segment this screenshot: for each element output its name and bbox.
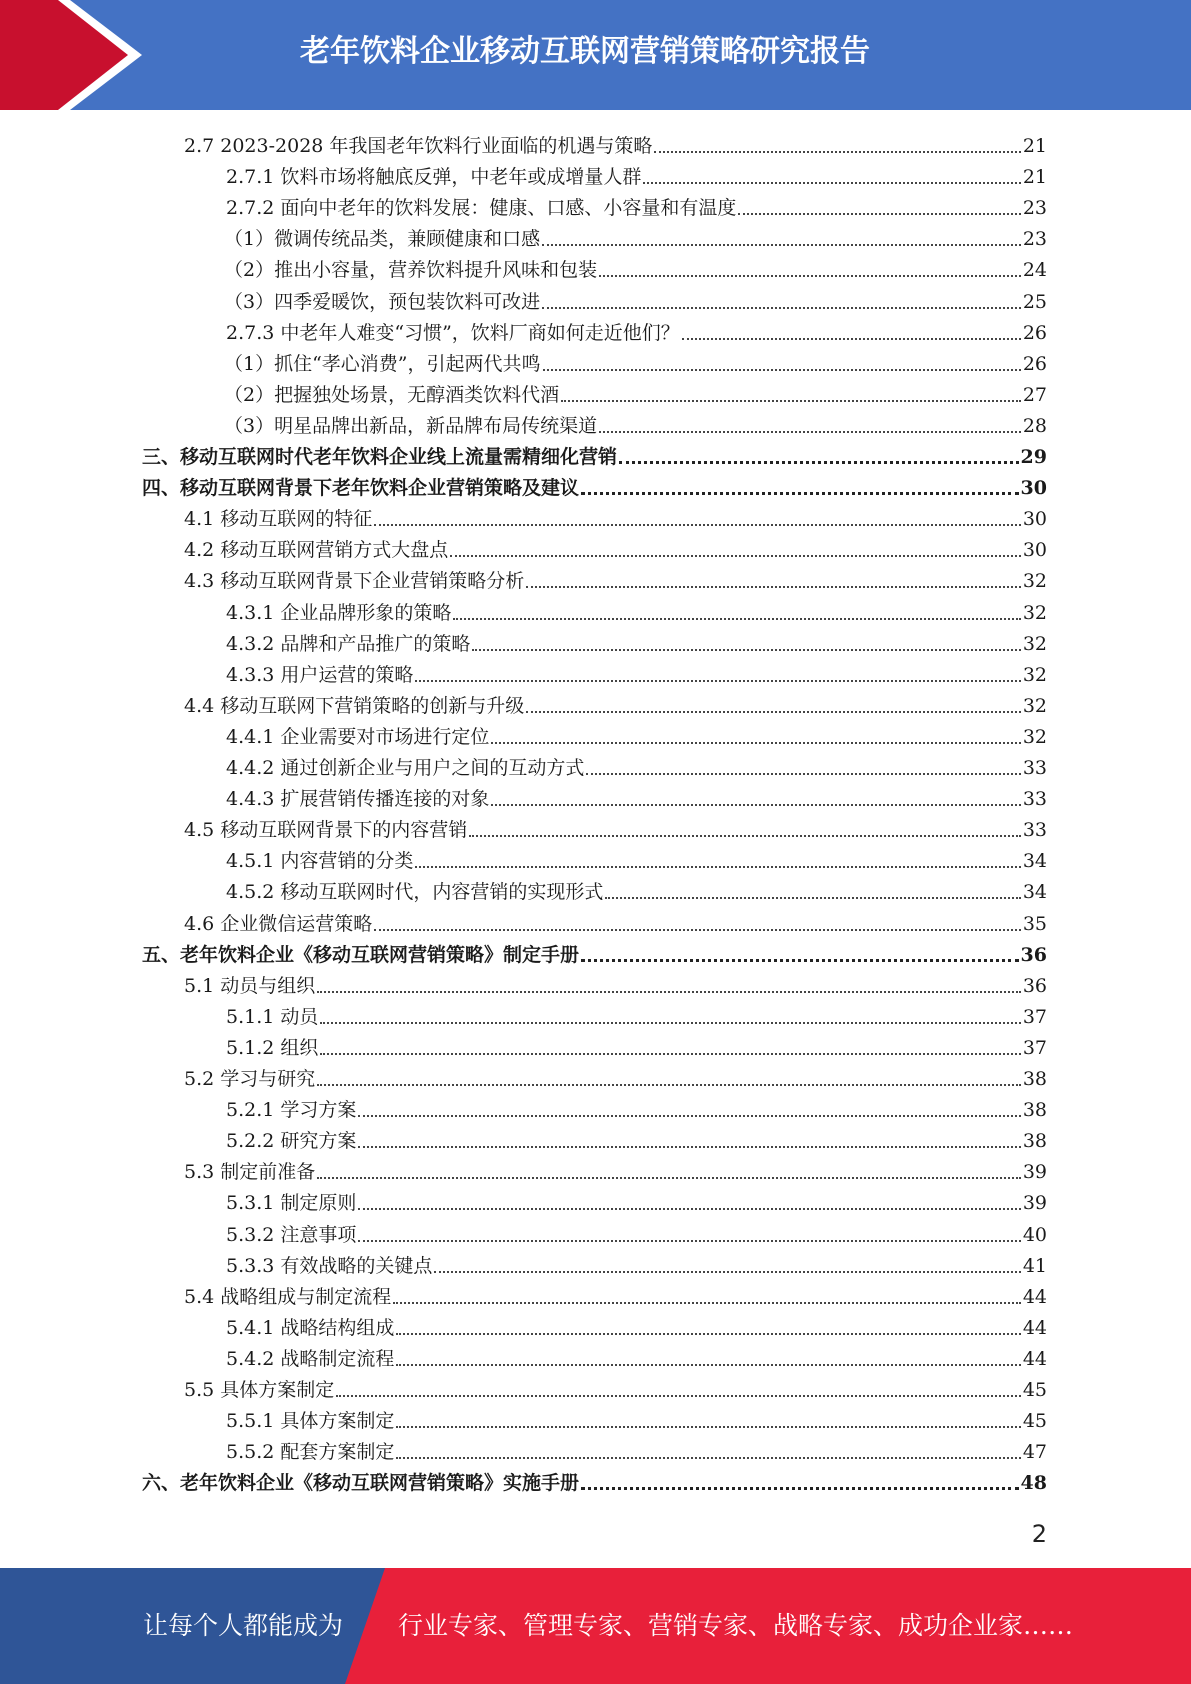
toc-leader-dots	[393, 1302, 1021, 1304]
footer-slogan-left: 让每个人都能成为	[143, 1611, 344, 1640]
toc-entry-label: 4.4 移动互联网下营销策略的创新与升级	[184, 694, 525, 717]
toc-entry[interactable]	[184, 128, 1047, 159]
toc-entry[interactable]	[226, 781, 1047, 812]
toc-entry-label: 四、移动互联网背景下老年饮料企业营销策略及建议	[142, 477, 580, 500]
toc-leader-dots	[682, 338, 1021, 340]
toc-entry[interactable]	[226, 1341, 1047, 1372]
toc-leader-dots	[396, 1426, 1020, 1428]
toc-entry-label: 4.3.2 品牌和产品推广的策略	[226, 632, 471, 655]
toc-entry[interactable]	[184, 563, 1047, 594]
toc-entry-label: 5.5.2 配套方案制定	[226, 1441, 395, 1464]
toc-entry[interactable]	[224, 221, 1047, 252]
toc-leader-dots	[581, 959, 1019, 962]
toc-entry-label: （2）把握独处场景，无醇酒类饮料代酒	[224, 383, 560, 406]
toc-entry-page: 21	[1022, 166, 1047, 189]
toc-entry[interactable]	[184, 1372, 1047, 1403]
toc-entry[interactable]	[226, 159, 1047, 190]
toc-leader-dots	[654, 151, 1020, 153]
toc-entry-page: 32	[1022, 663, 1047, 686]
toc-leader-dots	[469, 835, 1021, 837]
toc-leader-dots	[619, 461, 1019, 464]
toc-entry[interactable]	[142, 937, 1047, 968]
toc-leader-dots	[586, 773, 1020, 775]
toc-entry-page: 23	[1022, 197, 1047, 220]
toc-entry-page: 37	[1022, 1036, 1047, 1059]
toc-entry-page: 41	[1022, 1254, 1047, 1277]
toc-entry[interactable]	[226, 626, 1047, 657]
toc-entry-page: 28	[1022, 414, 1047, 437]
toc-leader-dots	[374, 929, 1021, 931]
toc-leader-dots	[491, 804, 1020, 806]
toc-entry-page: 21	[1022, 135, 1047, 157]
toc-entry-page: 33	[1022, 757, 1047, 779]
toc-leader-dots	[453, 618, 1020, 620]
toc-leader-dots	[358, 1115, 1020, 1117]
toc-entry-page: 30	[1022, 508, 1047, 531]
toc-entry[interactable]	[226, 1434, 1047, 1465]
toc-entry-page: 26	[1022, 352, 1047, 375]
toc-entry[interactable]	[226, 657, 1047, 688]
toc-entry-page: 44	[1022, 1316, 1047, 1339]
toc-entry-label: 三、移动互联网时代老年饮料企业线上流量需精细化营销	[142, 446, 618, 468]
toc-entry[interactable]	[226, 190, 1047, 221]
toc-leader-dots	[396, 1333, 1020, 1335]
toc-entry-label: 5.4.1 战略结构组成	[226, 1316, 395, 1339]
toc-entry-label: 5.3.1 制定原则	[226, 1192, 357, 1215]
toc-leader-dots	[526, 586, 1021, 588]
toc-leader-dots	[605, 897, 1020, 899]
page-number: 2	[1031, 1520, 1047, 1548]
toc-entry-label: 5.3 制定前准备	[184, 1161, 316, 1184]
toc-entry[interactable]	[224, 284, 1047, 315]
toc-entry-page: 34	[1022, 881, 1047, 904]
toc-leader-dots	[320, 1053, 1020, 1055]
toc-entry-page: 33	[1022, 788, 1047, 811]
toc-entry-label: 5.5 具体方案制定	[184, 1379, 335, 1401]
page-header	[0, 0, 1191, 110]
toc-entry-label: 4.5.2 移动互联网时代，内容营销的实现形式	[226, 881, 604, 904]
toc-leader-dots	[374, 524, 1021, 526]
report-title: 老年饮料企业移动互联网营销策略研究报告	[300, 34, 870, 69]
toc-entry-label: 2.7.2 面向中老年的饮料发展：健康、口感、小容量和有温度	[226, 197, 737, 220]
toc-entry-page: 25	[1022, 290, 1047, 313]
toc-entry[interactable]	[226, 1092, 1047, 1123]
page-footer	[0, 1568, 1191, 1684]
toc-entry-label: 4.6 企业微信运营策略	[184, 912, 373, 935]
toc-entry-page: 32	[1022, 632, 1047, 655]
toc-entry[interactable]	[184, 968, 1047, 999]
toc-entry-page: 32	[1022, 725, 1047, 748]
toc-entry-label: 六、老年饮料企业《移动互联网营销策略》实施手册	[142, 1472, 580, 1495]
toc-leader-dots	[358, 1240, 1020, 1242]
toc-leader-dots	[542, 244, 1021, 246]
toc-entry[interactable]	[184, 1154, 1047, 1185]
toc-entry[interactable]	[226, 1310, 1047, 1341]
toc-entry[interactable]	[184, 1061, 1047, 1092]
toc-entry[interactable]	[142, 470, 1047, 501]
toc-entry-page: 36	[1022, 974, 1047, 997]
toc-leader-dots	[599, 431, 1021, 433]
toc-entry-page: 38	[1022, 1068, 1047, 1090]
toc-entry-label: 5.2 学习与研究	[184, 1068, 316, 1090]
toc-entry[interactable]	[224, 377, 1047, 408]
toc-leader-dots	[643, 182, 1020, 184]
toc-entry-label: （2）推出小容量，营养饮料提升风味和包装	[224, 259, 598, 282]
toc-leader-dots	[317, 1177, 1021, 1179]
toc-entry[interactable]	[226, 874, 1047, 905]
toc-entry-label: 4.4.1 企业需要对市场进行定位	[226, 725, 490, 748]
toc-leader-dots	[543, 369, 1021, 371]
toc-entry-page: 40	[1022, 1223, 1047, 1246]
toc-entry-label: 5.4.2 战略制定流程	[226, 1347, 395, 1370]
toc-leader-dots	[581, 1487, 1019, 1490]
toc-entry-label: 5.2.1 学习方案	[226, 1099, 357, 1122]
toc-leader-dots	[491, 742, 1020, 744]
toc-entry[interactable]	[184, 688, 1047, 719]
toc-entry-label: 2.7.3 中老年人难变“习惯”，饮料厂商如何走近他们？	[226, 321, 680, 344]
toc-entry-page: 37	[1022, 1005, 1047, 1028]
toc-entry-label: 5.1 动员与组织	[184, 974, 316, 997]
toc-entry-label: 4.1 移动互联网的特征	[184, 508, 373, 531]
toc-leader-dots	[472, 649, 1020, 651]
toc-entry-page: 48	[1020, 1472, 1047, 1495]
toc-entry[interactable]	[226, 750, 1047, 781]
toc-entry-label: 4.4.3 扩展营销传播连接的对象	[226, 788, 490, 811]
toc-entry-label: （3）明星品牌出新品，新品牌布局传统渠道	[224, 414, 598, 437]
toc-entry-page: 38	[1022, 1099, 1047, 1122]
toc-entry-page: 44	[1022, 1347, 1047, 1370]
toc-entry[interactable]	[226, 1403, 1047, 1434]
toc-entry[interactable]	[226, 843, 1047, 874]
toc-entry[interactable]	[226, 1185, 1047, 1216]
toc-entry-label: （1）微调传统品类，兼顾健康和口感	[224, 228, 541, 251]
toc-entry-label: 4.2 移动互联网营销方式大盘点	[184, 539, 449, 562]
toc-leader-dots	[358, 1146, 1020, 1148]
toc-entry-label: 5.3.3 有效战略的关键点	[226, 1254, 433, 1277]
toc-entry-page: 24	[1022, 259, 1047, 282]
toc-entry-label: 4.5.1 内容营销的分类	[226, 850, 414, 873]
toc-entry-page: 47	[1022, 1441, 1047, 1464]
toc-leader-dots	[599, 275, 1021, 277]
toc-entry-page: 45	[1022, 1379, 1047, 1401]
toc-leader-dots	[434, 1271, 1020, 1273]
toc-entry[interactable]	[142, 1465, 1047, 1496]
toc-entry-page: 30	[1020, 477, 1047, 500]
toc-entry-page: 35	[1022, 912, 1047, 935]
toc-entry[interactable]	[226, 1030, 1047, 1061]
toc-entry[interactable]	[184, 812, 1047, 843]
toc-entry-page: 27	[1022, 383, 1047, 406]
toc-entry-label: 5.5.1 具体方案制定	[226, 1410, 395, 1433]
toc-entry-label: 4.3 移动互联网背景下企业营销策略分析	[184, 570, 525, 593]
toc-entry[interactable]	[224, 252, 1047, 283]
toc-entry-label: 5.2.2 研究方案	[226, 1130, 357, 1153]
toc-entry-label: 4.4.2 通过创新企业与用户之间的互动方式	[226, 757, 585, 779]
toc-leader-dots	[320, 1022, 1020, 1024]
toc-entry-label: 2.7 2023-2028 年我国老年饮料行业面临的机遇与策略	[184, 135, 653, 157]
toc-leader-dots	[581, 492, 1019, 495]
toc-entry-page: 45	[1022, 1410, 1047, 1433]
toc-leader-dots	[415, 866, 1020, 868]
toc-entry-page: 32	[1022, 570, 1047, 593]
toc-entry-label: 2.7.1 饮料市场将触底反弹，中老年或成增量人群	[226, 166, 642, 189]
toc-entry[interactable]	[226, 1123, 1047, 1154]
toc-entry-page: 39	[1022, 1161, 1047, 1184]
toc-entry-page: 36	[1020, 943, 1047, 966]
toc-entry-page: 39	[1022, 1192, 1047, 1215]
toc-entry-page: 32	[1022, 601, 1047, 624]
toc-entry-page: 30	[1022, 539, 1047, 562]
toc-leader-dots	[542, 307, 1021, 309]
toc-entry-label: 4.3.1 企业品牌形象的策略	[226, 601, 452, 624]
toc-entry-label: 五、老年饮料企业《移动互联网营销策略》制定手册	[142, 943, 580, 966]
toc-entry[interactable]	[226, 999, 1047, 1030]
toc-leader-dots	[526, 711, 1021, 713]
toc-entry-page: 34	[1022, 850, 1047, 873]
toc-entry-label: 4.5 移动互联网背景下的内容营销	[184, 819, 468, 842]
toc-leader-dots	[738, 213, 1020, 215]
toc-leader-dots	[450, 555, 1021, 557]
toc-entry[interactable]	[184, 501, 1047, 532]
toc-entry-label: 5.3.2 注意事项	[226, 1223, 357, 1246]
toc-entry[interactable]	[226, 1248, 1047, 1279]
toc-entry[interactable]	[224, 346, 1047, 377]
toc-leader-dots	[396, 1457, 1020, 1459]
toc-leader-dots	[396, 1364, 1020, 1366]
toc-entry[interactable]	[226, 719, 1047, 750]
toc-leader-dots	[317, 991, 1021, 993]
toc-entry-label: 5.1.2 组织	[226, 1036, 319, 1059]
toc-entry-label: 5.4 战略组成与制定流程	[184, 1285, 392, 1308]
toc-entry[interactable]	[184, 1279, 1047, 1310]
toc-entry-page: 38	[1022, 1130, 1047, 1153]
toc-entry-label: 4.3.3 用户运营的策略	[226, 663, 414, 686]
toc-leader-dots	[415, 680, 1020, 682]
toc-leader-dots	[317, 1084, 1021, 1086]
toc-entry[interactable]	[184, 906, 1047, 937]
toc-entry-page: 44	[1022, 1285, 1047, 1308]
toc-entry[interactable]	[226, 315, 1047, 346]
toc-entry-label: 5.1.1 动员	[226, 1005, 319, 1028]
toc-entry-page: 33	[1022, 819, 1047, 842]
toc-entry-label: （1）抓住“孝心消费”，引起两代共鸣	[224, 352, 541, 375]
toc-entry-page: 26	[1022, 321, 1047, 344]
toc-entry-page: 23	[1022, 228, 1047, 251]
toc-entry[interactable]	[224, 408, 1047, 439]
toc-entry[interactable]	[226, 1217, 1047, 1248]
toc-entry[interactable]	[142, 439, 1047, 470]
toc-leader-dots	[358, 1208, 1020, 1210]
toc-leader-dots	[561, 400, 1021, 402]
toc-entry-page: 29	[1020, 446, 1047, 468]
toc-entry-page: 32	[1022, 694, 1047, 717]
footer-slogan-right: 行业专家、管理专家、营销专家、战略专家、成功企业家……	[398, 1611, 1074, 1640]
toc-entry[interactable]	[184, 532, 1047, 563]
toc-leader-dots	[336, 1395, 1021, 1397]
toc-entry-label: （3）四季爱暖饮，预包装饮料可改进	[224, 290, 541, 313]
toc-entry[interactable]	[226, 595, 1047, 626]
